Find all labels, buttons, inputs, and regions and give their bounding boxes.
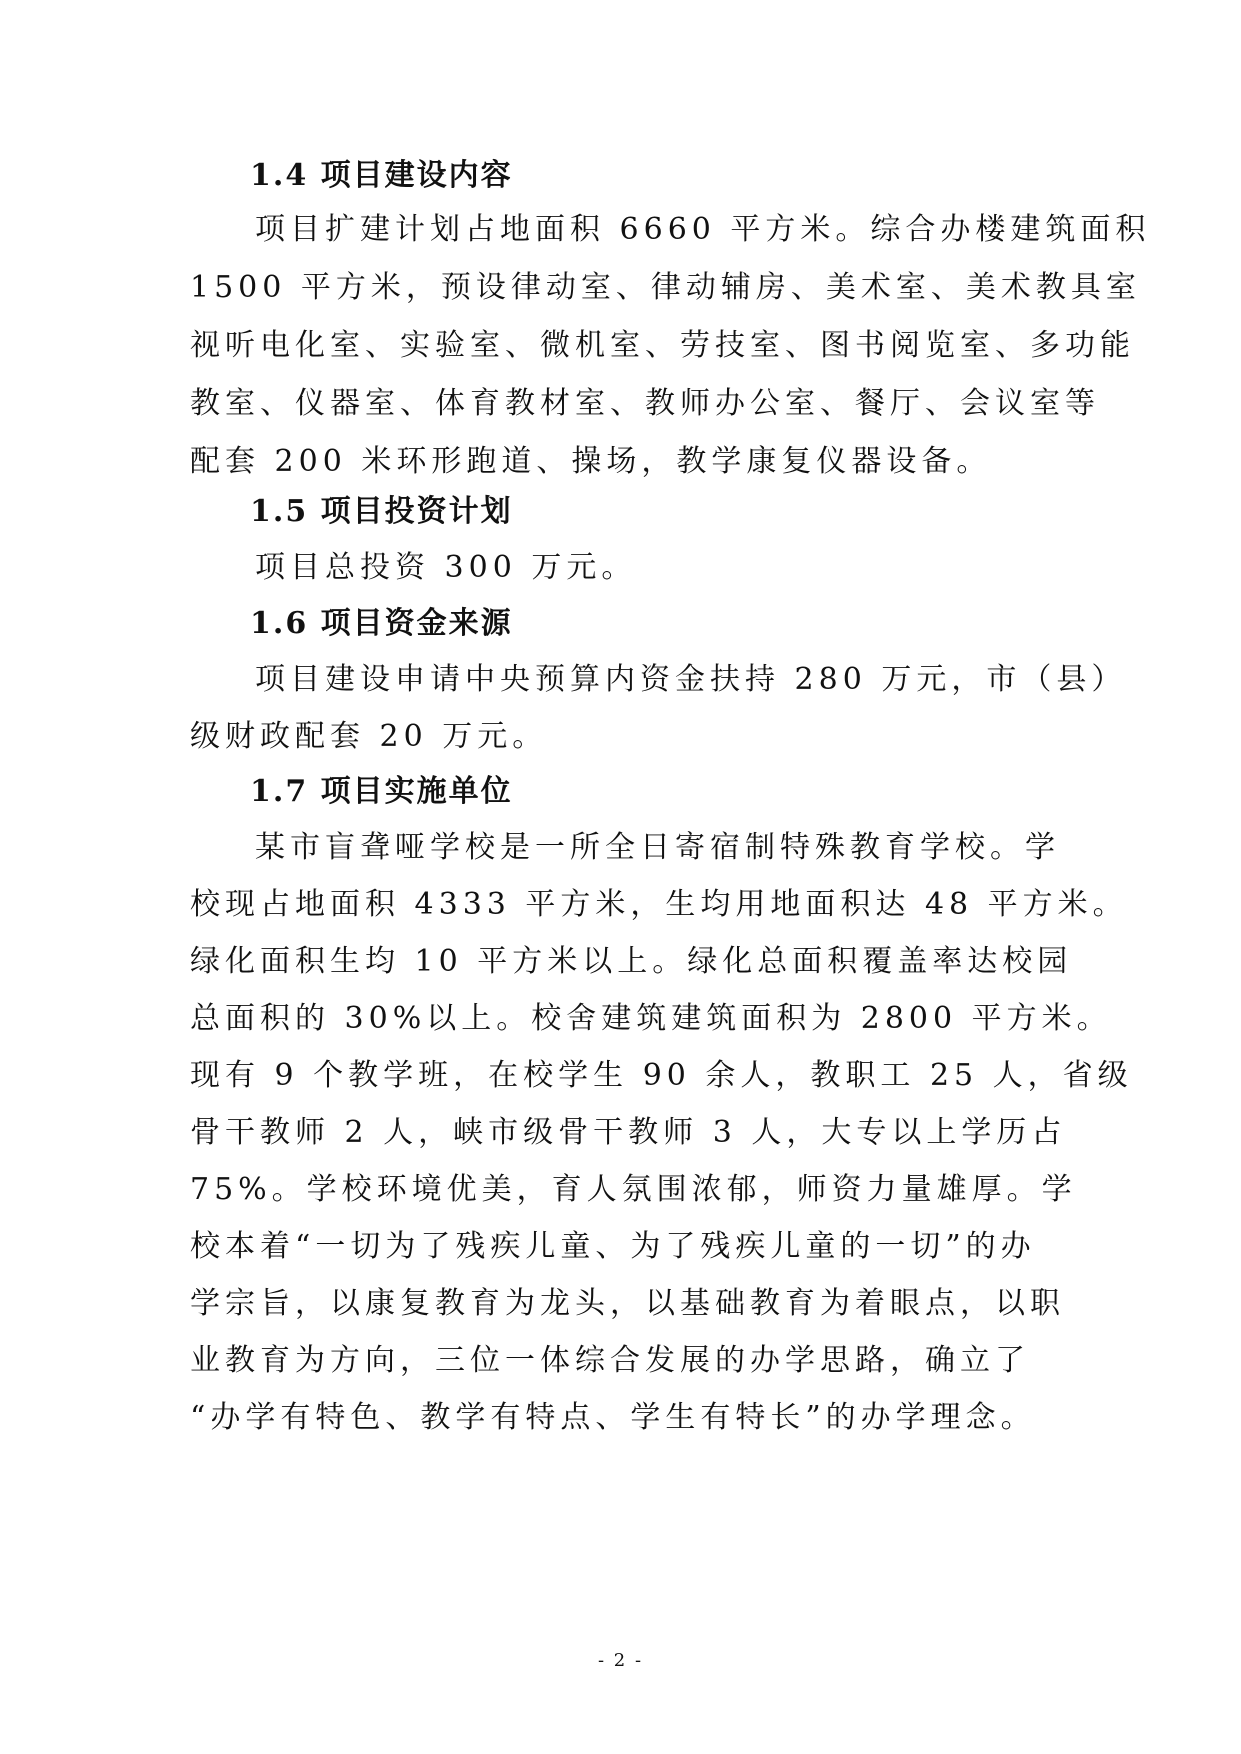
paragraph-line: 绿化面积生均 10 平方米以上。绿化总面积覆盖率达校园: [190, 944, 1073, 979]
paragraph-line: 校本着“一切为了残疾儿童、为了残疾儿童的一切”的办: [190, 1229, 1036, 1264]
section-heading-1-6: 1.6 项目资金来源: [250, 606, 513, 641]
paragraph-line: 业教育为方向，三位一体综合发展的办学思路，确立了: [190, 1343, 1030, 1378]
paragraph-line: “办学有特色、教学有特点、学生有特长”的办学理念。: [190, 1400, 1036, 1435]
paragraph-line: 75%。学校环境优美，育人氛围浓郁，师资力量雄厚。学: [190, 1172, 1077, 1207]
paragraph-line: 视听电化室、实验室、微机室、劳技室、图书阅览室、多功能: [190, 328, 1135, 363]
paragraph-line: 项目扩建计划占地面积 6660 平方米。综合办楼建筑面积: [255, 212, 1151, 247]
page-number: - 2 -: [597, 1650, 644, 1671]
paragraph-line: 骨干教师 2 人，峡市级骨干教师 3 人，大专以上学历占: [190, 1115, 1067, 1150]
section-heading-1-5: 1.5 项目投资计划: [250, 494, 513, 529]
paragraph-line: 总面积的 30%以上。校舍建筑建筑面积为 2800 平方米。: [190, 1001, 1112, 1036]
paragraph-line: 1500 平方米，预设律动室、律动辅房、美术室、美术教具室: [190, 270, 1141, 305]
paragraph-line: 项目建设申请中央预算内资金扶持 280 万元，市（县）: [255, 662, 1127, 697]
paragraph-line: 教室、仪器室、体育教材室、教师办公室、餐厅、会议室等: [190, 386, 1100, 421]
paragraph-line: 现有 9 个教学班，在校学生 90 余人，教职工 25 人，省级: [190, 1058, 1133, 1093]
section-heading-1-4: 1.4 项目建设内容: [250, 158, 513, 193]
paragraph-line: 校现占地面积 4333 平方米，生均用地面积达 48 平方米。: [190, 887, 1128, 922]
paragraph-line: 配套 200 米环形跑道、操场，教学康复仪器设备。: [190, 444, 992, 479]
paragraph-line: 级财政配套 20 万元。: [190, 719, 548, 754]
paragraph-line: 学宗旨，以康复教育为龙头，以基础教育为着眼点，以职: [190, 1286, 1065, 1321]
paragraph-line: 某市盲聋哑学校是一所全日寄宿制特殊教育学校。学: [255, 830, 1060, 865]
paragraph-line: 项目总投资 300 万元。: [255, 550, 637, 585]
section-heading-1-7: 1.7 项目实施单位: [250, 774, 513, 809]
